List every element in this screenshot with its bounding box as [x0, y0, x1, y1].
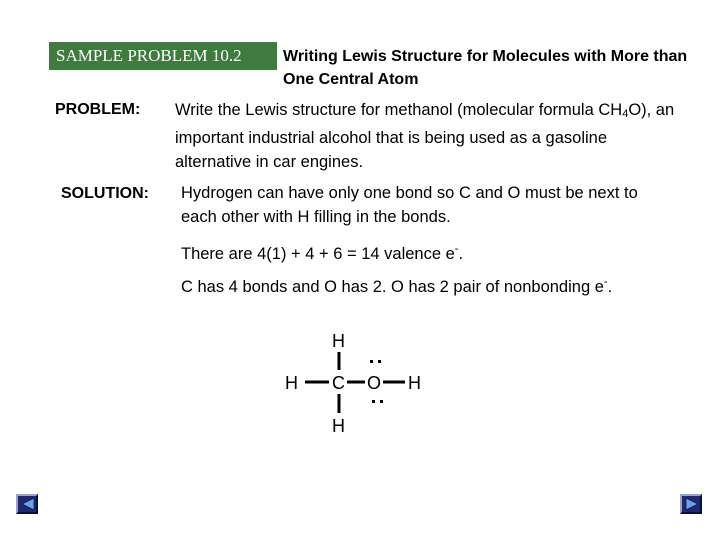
- atom-h-top: H: [332, 331, 345, 351]
- next-slide-button[interactable]: [680, 494, 702, 514]
- lone-pair-bottom: [372, 400, 383, 403]
- triangle-right-icon: [685, 498, 699, 510]
- problem-text: [175, 98, 685, 174]
- previous-slide-button[interactable]: [16, 494, 38, 514]
- sample-problem-badge: SAMPLE PROBLEM 10.2: [49, 42, 277, 70]
- methanol-lewis-structure: [270, 320, 440, 440]
- atom-oxygen: O: [367, 373, 382, 393]
- solution-paragraph-2: [181, 237, 681, 266]
- atom-h-right: H: [408, 373, 421, 393]
- triangle-left-icon: [21, 498, 35, 510]
- problem-text-part2: O), an important industrial alcohol that is being used as a gasoline alternative in car engines.: [175, 101, 675, 171]
- problem-text-part1: Write the Lewis structure for methanol (molecular formula CH: [175, 101, 623, 119]
- atom-h-left: H: [285, 373, 298, 393]
- bonds-text: C has 4 bonds and O has 2. O has 2 pair of nonbonding e: [181, 278, 604, 296]
- problem-label: PROBLEM:: [55, 101, 141, 118]
- atom-carbon: C: [332, 373, 345, 393]
- valence-count-end: .: [458, 245, 464, 263]
- solution-paragraph-1: Hydrogen can have only one bond so C and O must be next to each other with H filling in the bonds.: [181, 184, 638, 226]
- valence-count-text: There are 4(1) + 4 + 6 = 14 valence e: [181, 245, 455, 263]
- solution-label: SOLUTION:: [61, 185, 149, 202]
- electron-superscript: -: [454, 243, 459, 255]
- electron-superscript-2: -: [603, 276, 608, 288]
- solution-paragraph-3: [181, 270, 691, 299]
- lone-pair-top: [370, 360, 381, 363]
- page-title: Writing Lewis Structure for Molecules with More than One Central Atom: [283, 48, 688, 88]
- problem-subscript: 4: [622, 108, 629, 120]
- atom-h-bottom: H: [332, 416, 345, 436]
- bonds-text-end: .: [607, 278, 613, 296]
